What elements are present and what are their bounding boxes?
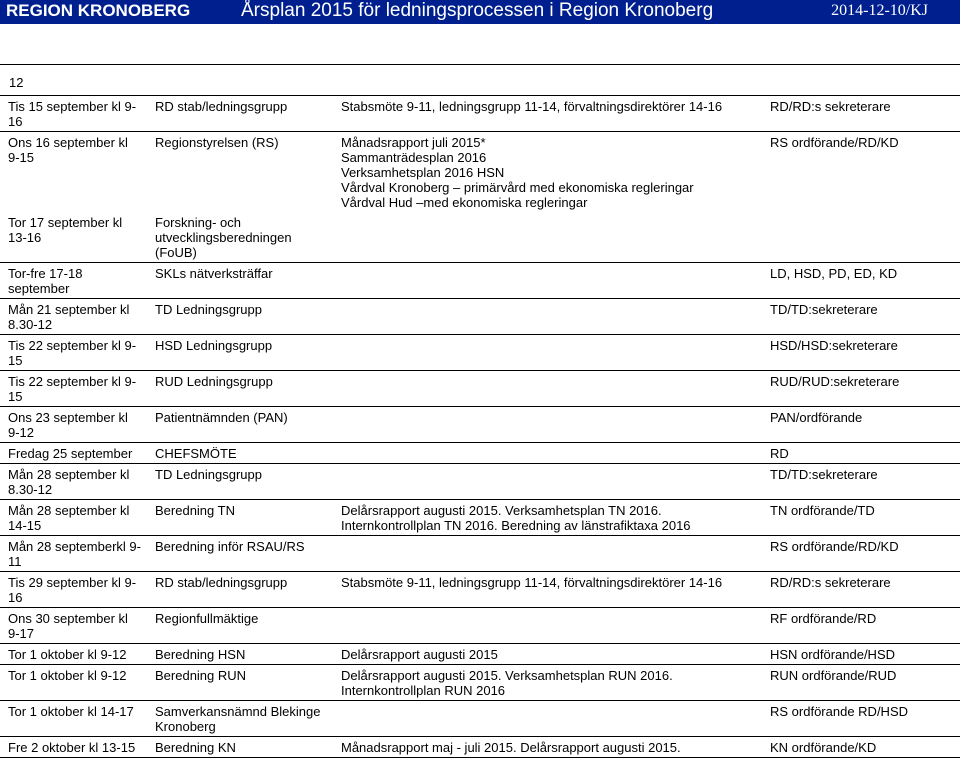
meeting-agenda — [333, 212, 762, 263]
meeting-date: Tis 22 september kl 9-15 — [0, 335, 147, 371]
schedule-row — [0, 644, 960, 665]
meeting-date: Tis 22 september kl 9-15 — [0, 371, 147, 407]
meeting-responsible: RD/RD:s sekreterare — [762, 572, 960, 608]
meeting-agenda: Delårsrapport augusti 2015 — [333, 644, 762, 665]
meeting-date: Tis 29 september kl 9-16 — [0, 572, 147, 608]
schedule-row — [0, 737, 960, 758]
meeting-date: Ons 16 september kl 9-15 — [0, 132, 147, 213]
meeting-agenda — [333, 464, 762, 500]
meeting-body: Samverkansnämnd Blekinge Kronoberg — [147, 701, 333, 737]
meeting-body: HSD Ledningsgrupp — [147, 335, 333, 371]
meeting-responsible: RUD/RUD:sekreterare — [762, 371, 960, 407]
schedule-row — [0, 407, 960, 443]
meeting-agenda — [333, 608, 762, 644]
meeting-responsible: TD/TD:sekreterare — [762, 299, 960, 335]
meeting-body: SKLs nätverksträffar — [147, 263, 333, 299]
schedule-table — [0, 95, 960, 758]
meeting-date: Ons 30 september kl 9-17 — [0, 608, 147, 644]
meeting-body: Beredning HSN — [147, 644, 333, 665]
schedule-row — [0, 132, 960, 213]
schedule-row — [0, 212, 960, 263]
meeting-body: Regionfullmäktige — [147, 608, 333, 644]
meeting-responsible — [762, 212, 960, 263]
meeting-date: Mån 28 september kl 14-15 — [0, 500, 147, 536]
meeting-responsible: KN ordförande/KD — [762, 737, 960, 758]
meeting-responsible: RS ordförande/RD/KD — [762, 132, 960, 213]
meeting-responsible: HSN ordförande/HSD — [762, 644, 960, 665]
meeting-body: Beredning TN — [147, 500, 333, 536]
meeting-date: Tor 1 oktober kl 14-17 — [0, 701, 147, 737]
meeting-agenda: Delårsrapport augusti 2015. Verksamhetsplan TN 2016. Internkontrollplan TN 2016. Beredning av länstrafiktaxa 2016 — [333, 500, 762, 536]
meeting-agenda — [333, 263, 762, 299]
meeting-responsible: TD/TD:sekreterare — [762, 464, 960, 500]
meeting-body: CHEFSMÖTE — [147, 443, 333, 464]
meeting-date: Tor 17 september kl 13-16 — [8, 215, 123, 245]
meeting-body: Patientnämnden (PAN) — [147, 407, 333, 443]
meeting-date: Tor 1 oktober kl 9-12 — [0, 665, 147, 701]
section-number: 12 — [9, 75, 24, 90]
meeting-agenda — [333, 701, 762, 737]
schedule-row — [0, 96, 960, 132]
meeting-date: Tis 15 september kl 9-16 — [0, 96, 147, 132]
organization-name: REGION KRONOBERG — [6, 1, 191, 20]
meeting-agenda: Stabsmöte 9-11, ledningsgrupp 11-14, förvaltningsdirektörer 14-16 — [333, 572, 762, 608]
meeting-agenda — [333, 299, 762, 335]
meeting-body: Beredning inför RSAU/RS — [147, 536, 333, 572]
meeting-date: Mån 28 september kl 8.30-12 — [0, 464, 147, 500]
meeting-date: Tor-fre 17-18 september — [0, 263, 147, 299]
meeting-date: Mån 28 septemberkl 9-11 — [0, 536, 147, 572]
meeting-date: Tor 1 oktober kl 9-12 — [0, 644, 147, 665]
meeting-body: Forskning- och utvecklingsberedningen (FoUB) — [155, 215, 292, 260]
section-divider — [0, 64, 960, 65]
meeting-responsible: RD — [762, 443, 960, 464]
schedule-row — [0, 371, 960, 407]
meeting-agenda: Stabsmöte 9-11, ledningsgrupp 11-14, förvaltningsdirektörer 14-16 — [333, 96, 762, 132]
meeting-responsible: PAN/ordförande — [762, 407, 960, 443]
meeting-body: Regionstyrelsen (RS) — [147, 132, 333, 213]
meeting-body: TD Ledningsgrupp — [147, 464, 333, 500]
meeting-date: Ons 23 september kl 9-12 — [0, 407, 147, 443]
schedule-row — [0, 608, 960, 644]
meeting-agenda — [333, 443, 762, 464]
meeting-agenda: Delårsrapport augusti 2015. Verksamhetsplan RUN 2016. Internkontrollplan RUN 2016 — [333, 665, 762, 701]
meeting-body: Beredning KN — [147, 737, 333, 758]
schedule-row — [0, 665, 960, 701]
meeting-agenda — [333, 536, 762, 572]
schedule-row — [0, 263, 960, 299]
meeting-responsible: HSD/HSD:sekreterare — [762, 335, 960, 371]
meeting-body: RUD Ledningsgrupp — [147, 371, 333, 407]
meeting-agenda — [333, 335, 762, 371]
meeting-agenda — [333, 371, 762, 407]
document-title: Årsplan 2015 för ledningsprocessen i Region Kronoberg — [241, 0, 714, 21]
meeting-date: Mån 21 september kl 8.30-12 — [0, 299, 147, 335]
schedule-row — [0, 443, 960, 464]
meeting-responsible: RS ordförande RD/HSD — [762, 701, 960, 737]
schedule-row — [0, 335, 960, 371]
document-date-signature: 2014-12-10/KJ — [831, 2, 928, 19]
meeting-body: Beredning RUN — [147, 665, 333, 701]
schedule-row — [0, 500, 960, 536]
schedule-row — [0, 464, 960, 500]
meeting-responsible: RF ordförande/RD — [762, 608, 960, 644]
meeting-date: Fredag 25 september — [0, 443, 147, 464]
meeting-responsible: RD/RD:s sekreterare — [762, 96, 960, 132]
meeting-agenda: Månadsrapport maj - juli 2015. Delårsrapport augusti 2015. — [333, 737, 762, 758]
meeting-responsible: RUN ordförande/RUD — [762, 665, 960, 701]
schedule-row — [0, 701, 960, 737]
meeting-agenda: Månadsrapport juli 2015* Sammanträdesplan 2016 Verksamhetsplan 2016 HSN Vårdval Kronoberg – primärvård med ekonomiska regleringar Vårdval Hud –med ekonomiska regleringar — [333, 132, 762, 213]
meeting-body: RD stab/ledningsgrupp — [147, 572, 333, 608]
schedule-row — [0, 536, 960, 572]
meeting-responsible: LD, HSD, PD, ED, KD — [762, 263, 960, 299]
schedule-row — [0, 299, 960, 335]
meeting-body: RD stab/ledningsgrupp — [147, 96, 333, 132]
meeting-responsible: TN ordförande/TD — [762, 500, 960, 536]
meeting-body: TD Ledningsgrupp — [147, 299, 333, 335]
schedule-row — [0, 572, 960, 608]
document-header — [0, 0, 960, 24]
meeting-date: Fre 2 oktober kl 13-15 — [0, 737, 147, 758]
meeting-agenda — [333, 407, 762, 443]
meeting-responsible: RS ordförande/RD/KD — [762, 536, 960, 572]
